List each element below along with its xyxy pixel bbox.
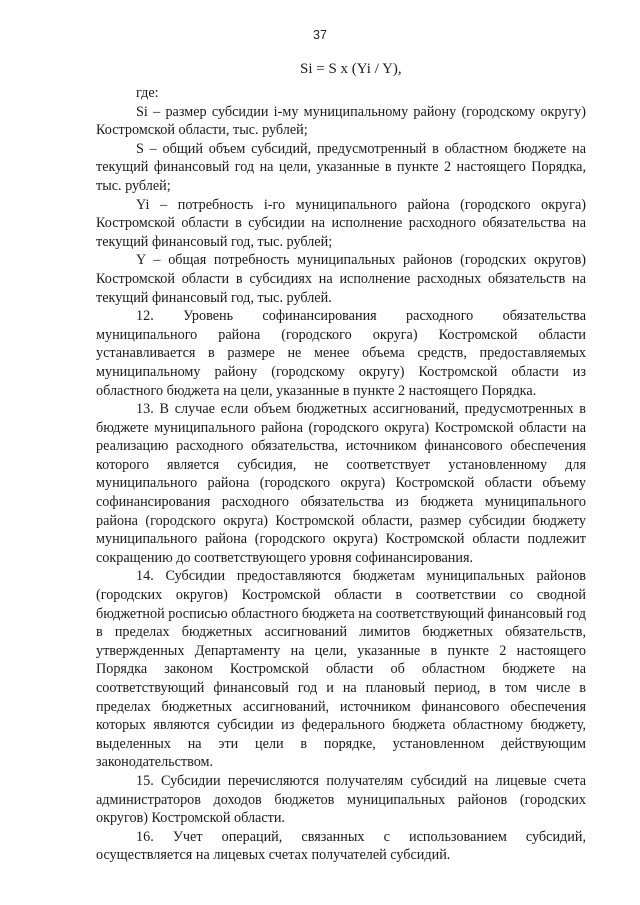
subsidy-formula: Si = S x (Yi / Y),	[300, 61, 402, 77]
definition-yi: Yi – потребность i-го муниципального района (городского округа) Костромской области в субсидии на исполнение расходного обязательства на текущий финансовый год, тыс. рублей;	[96, 196, 586, 250]
clause-16: 16. Учет операций, связанных с использованием субсидий, осуществляется на лицевых счетах получателей субсидий.	[96, 828, 586, 864]
clause-12: 12. Уровень софинансирования расходного обязательства муниципального района (городского округа) Костромской области устанавливается в размере не менее объема средств, предоставляемых муниципальному району (городскому округу) Костромской области из областного бюджета на цели, указанные в пункте 2 настоящего Порядка.	[96, 308, 586, 399]
definition-y: Y – общая потребность муниципальных районов (городских округов) Костромской области в субсидиях на исполнение расходных обязательств на текущий финансовый год, тыс. рублей.	[96, 252, 586, 306]
document-body	[96, 84, 586, 865]
definition-si: Si – размер субсидии i-му муниципальному району (городскому округу) Костромской области, тыс. рублей;	[96, 103, 586, 139]
where-label: где:	[136, 85, 159, 101]
clause-13: 13. В случае если объем бюджетных ассигнований, предусмотренных в бюджете муниципального района (городского округа) Костромской области на реализацию расходного обязательства, источником финансового обеспечения которого является субсидия, не соответствует установленному для муниципального района (городского округа) Костромской области объему софинансирования расходного обязательства из бюджета муниципального района (городского округа) Костромской области, размер субсидии бюджету муниципального района (городского округа) Костромской области подлежит сокращению до соответствующего уровня софинансирования.	[96, 401, 586, 566]
clause-14: 14. Субсидии предоставляются бюджетам муниципальных районов (городских округов) Костромской области в соответствии со сводной бюджетной росписью областного бюджета на соответствующий финансовый год в пределах бюджетных ассигнований лимитов бюджетных обязательств, утвержденных Департаменту на цели, указанные в пункте 2 настоящего Порядка законом Костромской области об областном бюджете на соответствующий финансовый год и на плановый период, в том числе в пределах бюджетных ассигнований, источником финансового обеспечения которых являются субсидии из федерального бюджета областному бюджету, выделенных на эти цели в порядке, установленном действующим законодательством.	[96, 568, 586, 771]
definition-s: S – общий объем субсидий, предусмотренный в областном бюджете на текущий финансовый год на цели, указанные в пункте 2 настоящего Порядка, тыс. рублей;	[96, 140, 586, 194]
page-number: 37	[313, 28, 327, 42]
clause-15: 15. Субсидии перечисляются получателям субсидий на лицевые счета администраторов доходов бюджетов муниципальных районов (городских округов) Костромской области.	[96, 772, 586, 827]
